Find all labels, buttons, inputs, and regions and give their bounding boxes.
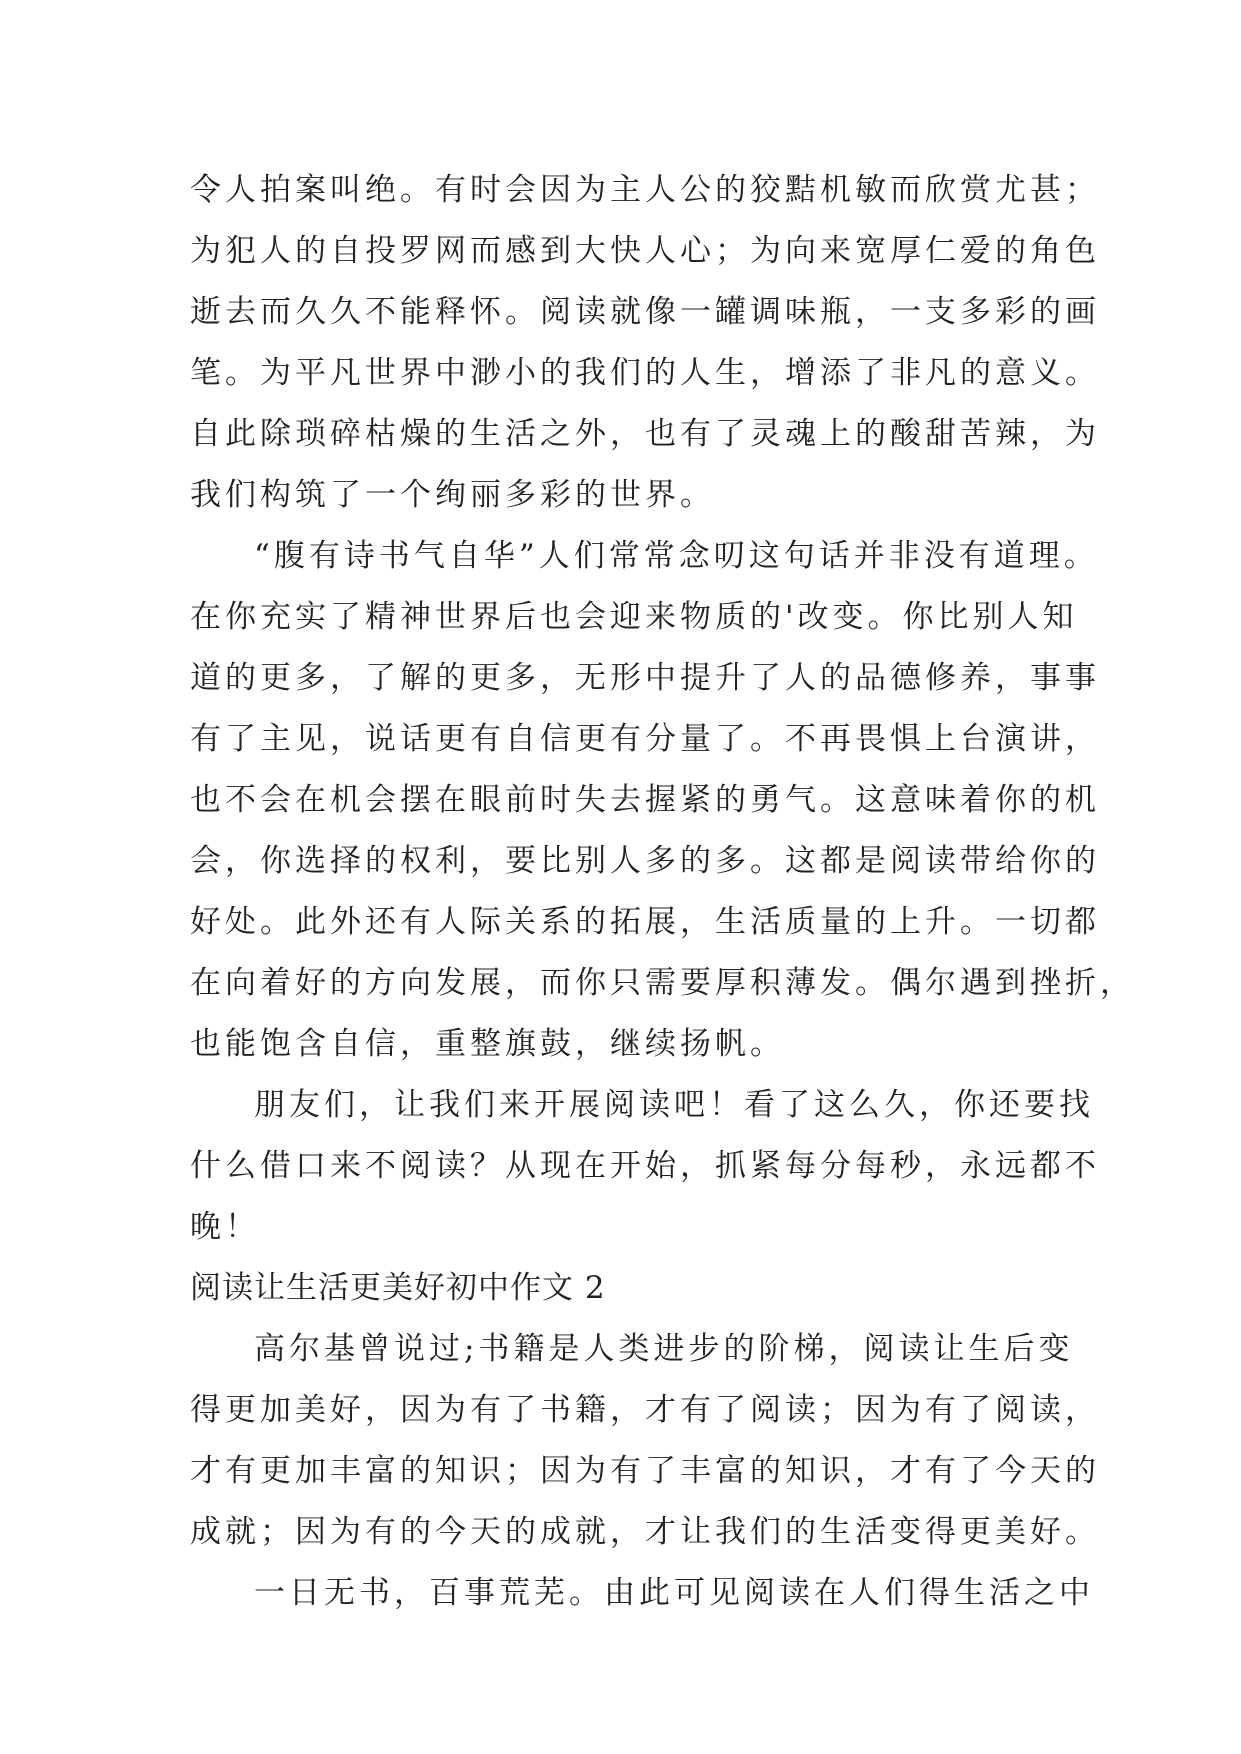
text-line: 笔。为平凡世界中渺小的我们的人生，增添了非凡的意义。: [190, 355, 1100, 391]
text-line: 晚！: [190, 1209, 260, 1245]
text-line: 成就；因为有的今天的成就，才让我们的生活变得更美好。: [190, 1514, 1100, 1550]
text-line: 朋友们，让我们来开展阅读吧！看了这么久，你还要找: [254, 1087, 1094, 1123]
text-line: 高尔基曾说过;书籍是人类进步的阶梯，阅读让生后变: [254, 1331, 1074, 1367]
paragraph: [190, 526, 1135, 1075]
paragraph: [190, 1319, 1100, 1563]
text-line: 在你充实了精神世界后也会迎来物质的'改变。你比别人知: [190, 599, 1078, 635]
text-line: 令人拍案叫绝。有时会因为主人公的狡黠机敏而欣赏尤甚；: [190, 172, 1100, 208]
section-heading: 阅读让生活更美好初中作文 2: [190, 1270, 606, 1306]
text-line: “腹有诗书气自华”人们常常念叨这句话并非没有道理。: [254, 538, 1099, 574]
text-line: 有了主见，说话更有自信更有分量了。不再畏惧上台演讲，: [190, 721, 1100, 757]
paragraph: [190, 1075, 1100, 1258]
document-body: [190, 160, 1135, 1624]
paragraph: [190, 160, 1100, 526]
text-line: 会，你选择的权利，要比别人多的多。这都是阅读带给你的: [190, 843, 1100, 879]
text-line: 为犯人的自投罗网而感到大快人心；为向来宽厚仁爱的角色: [190, 233, 1100, 269]
text-line: 一日无书，百事荒芜。由此可见阅读在人们得生活之中: [254, 1575, 1094, 1611]
text-line: 好处。此外还有人际关系的拓展，生活质量的上升。一切都: [190, 904, 1100, 940]
text-line: 自此除琐碎枯燥的生活之外，也有了灵魂上的酸甜苦辣，为: [190, 416, 1100, 452]
text-line: 也能饱含自信，重整旗鼓，继续扬帆。: [190, 1026, 785, 1062]
paragraph: [190, 1563, 1094, 1624]
text-line: 道的更多，了解的更多，无形中提升了人的品德修养，事事: [190, 660, 1100, 696]
text-line: 我们构筑了一个绚丽多彩的世界。: [190, 477, 715, 513]
text-line: 逝去而久久不能释怀。阅读就像一罐调味瓶，一支多彩的画: [190, 294, 1100, 330]
text-line: 才有更加丰富的知识；因为有了丰富的知识，才有了今天的: [190, 1453, 1100, 1489]
text-line: 什么借口来不阅读？从现在开始，抓紧每分每秒，永远都不: [190, 1148, 1100, 1184]
text-line: 也不会在机会摆在眼前时失去握紧的勇气。这意味着你的机: [190, 782, 1100, 818]
text-line: 在向着好的方向发展，而你只需要厚积薄发。偶尔遇到挫折，: [190, 965, 1135, 1001]
text-line: 得更加美好，因为有了书籍，才有了阅读；因为有了阅读，: [190, 1392, 1100, 1428]
